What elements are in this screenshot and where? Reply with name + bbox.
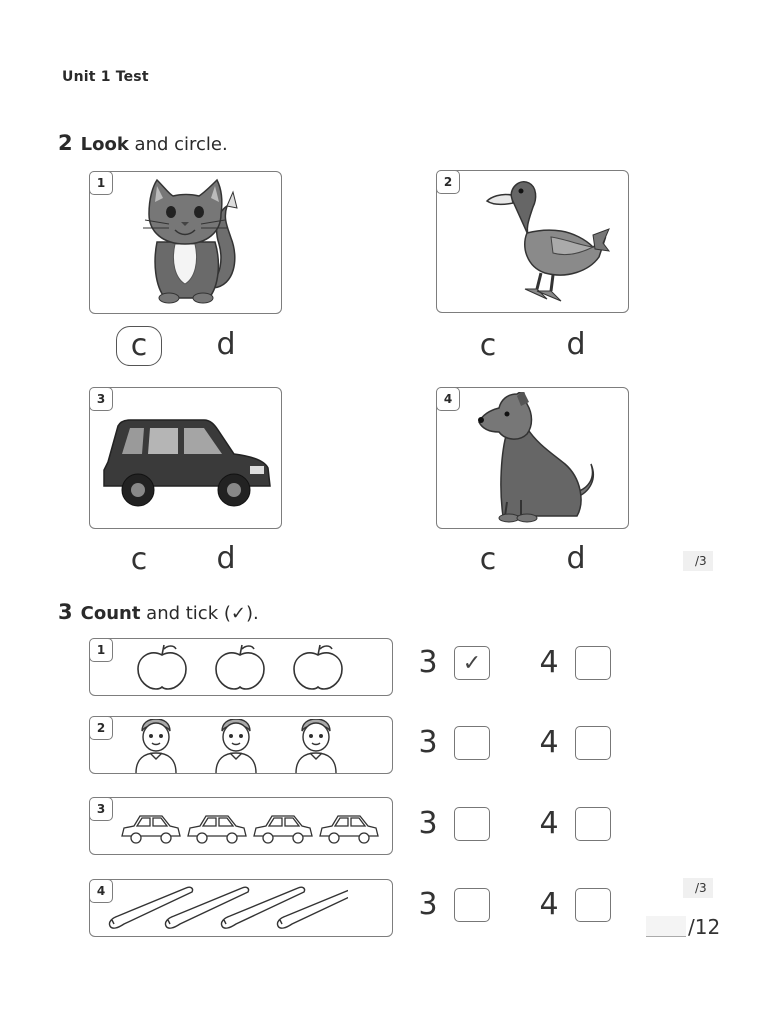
circled-answer[interactable] — [116, 326, 162, 366]
count-box-bats — [89, 879, 393, 937]
option-letter-c[interactable]: c — [130, 542, 148, 577]
item-number: 2 — [89, 716, 113, 740]
item-number: 4 — [436, 387, 460, 411]
option-letter-c[interactable]: c — [479, 542, 497, 577]
picture-box-dog — [436, 387, 629, 529]
section-2-title-rest: and circle. — [128, 134, 228, 155]
tick-box-4[interactable] — [575, 888, 611, 922]
section-3-title-rest: and tick (✓). — [140, 603, 259, 624]
section-3-title-bold: Count — [80, 603, 141, 624]
count-box-boys — [89, 716, 393, 774]
section-2-title — [58, 131, 228, 155]
option-letter-d[interactable]: d — [566, 541, 586, 576]
tick-box-3[interactable] — [454, 807, 490, 841]
item-number: 1 — [89, 638, 113, 662]
count-option-3: 3 — [418, 725, 438, 760]
total-score-blank[interactable] — [646, 916, 686, 937]
section-3-title — [58, 600, 259, 624]
tick-box-3[interactable] — [454, 726, 490, 760]
bats-icon — [108, 884, 348, 932]
item-number: 2 — [436, 170, 460, 194]
tick-box-4[interactable] — [575, 726, 611, 760]
count-option-3: 3 — [418, 645, 438, 680]
option-letter-d[interactable]: d — [566, 327, 586, 362]
tick-box-4[interactable] — [575, 646, 611, 680]
count-box-apples — [89, 638, 393, 696]
boys-icon — [132, 719, 346, 773]
section-3-number: 3 — [58, 600, 73, 624]
car-icon — [100, 416, 272, 516]
picture-box-duck — [436, 170, 629, 313]
test-title: Unit 1 Test — [62, 69, 149, 85]
item-number: 4 — [89, 879, 113, 903]
item-number: 1 — [89, 171, 113, 195]
item-number: 3 — [89, 387, 113, 411]
tick-box-3[interactable] — [454, 888, 490, 922]
section-2-number: 2 — [58, 131, 73, 155]
option-letter-d[interactable]: d — [216, 541, 236, 576]
cat-icon — [135, 178, 245, 306]
tick-mark-icon: ✓ — [462, 650, 482, 676]
count-option-4: 4 — [539, 887, 559, 922]
count-option-4: 4 — [539, 806, 559, 841]
count-box-cars — [89, 797, 393, 855]
count-option-4: 4 — [539, 645, 559, 680]
duck-icon — [481, 177, 611, 305]
picture-box-cat — [89, 171, 282, 314]
option-letter-d[interactable]: d — [216, 327, 236, 362]
option-letter-c: c — [130, 328, 148, 363]
picture-box-car — [89, 387, 282, 529]
option-letter-c[interactable]: c — [479, 328, 497, 363]
dog-icon — [477, 392, 607, 524]
section-3-score: /3 — [683, 878, 713, 898]
tick-box-4[interactable] — [575, 807, 611, 841]
section-2-title-bold: Look — [80, 134, 129, 155]
cars-icon — [120, 812, 382, 848]
count-option-3: 3 — [418, 887, 438, 922]
item-number: 3 — [89, 797, 113, 821]
section-2-score: /3 — [683, 551, 713, 571]
count-option-3: 3 — [418, 806, 438, 841]
tick-box-3[interactable] — [454, 646, 490, 680]
apples-icon — [134, 643, 344, 691]
total-score-label: /12 — [688, 915, 721, 939]
count-option-4: 4 — [539, 725, 559, 760]
